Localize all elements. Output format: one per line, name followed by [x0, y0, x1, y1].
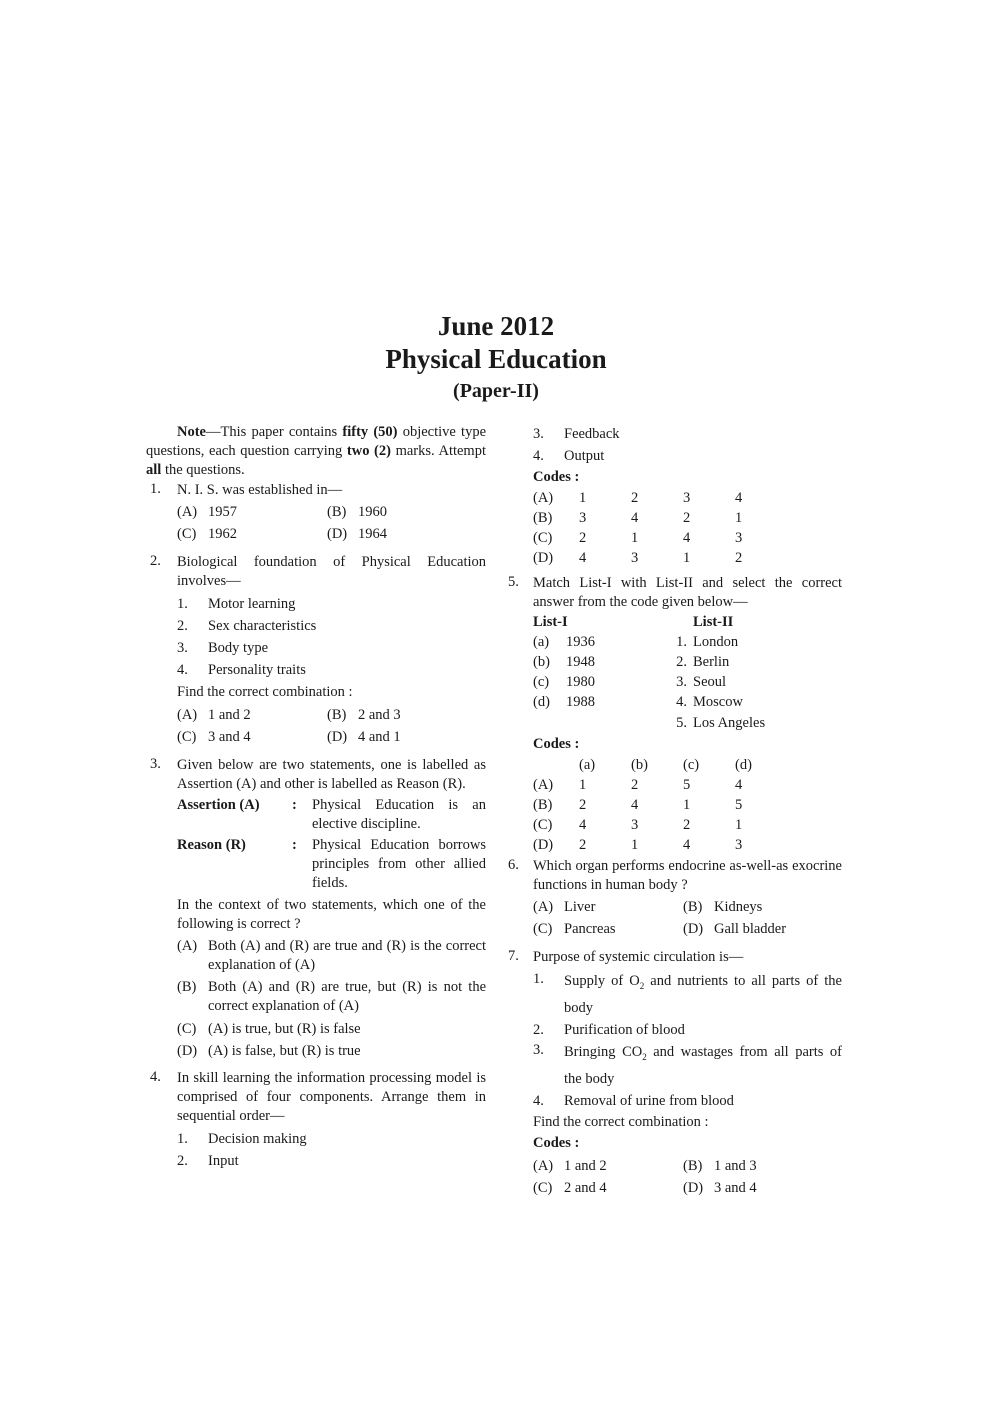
item-text: Motor learning: [208, 596, 296, 612]
code-option-b[interactable]: (B): [533, 797, 553, 813]
code-cell: 3: [631, 550, 639, 566]
option-text: Pancreas: [564, 921, 616, 937]
option-text: 1960: [358, 504, 387, 520]
option-label: (B): [327, 707, 347, 723]
code-cell: 4: [579, 817, 587, 833]
question-text: Match List-I with List-II and select the correct answer from the code given below—: [533, 575, 842, 610]
question-3: [146, 756, 486, 1061]
code-head: (c): [683, 757, 700, 773]
note-label: Note: [177, 424, 206, 440]
option-text: 1964: [358, 526, 387, 542]
option-text: Gall bladder: [714, 921, 787, 937]
option-label: (A): [533, 1157, 554, 1174]
assertion-label: Assertion (A): [177, 797, 260, 813]
option-label: (A): [177, 938, 198, 954]
option-text: (A) is true, but (R) is false: [208, 1021, 361, 1037]
option-text: (A) is false, but (R) is true: [208, 1043, 361, 1059]
item-number: 1.: [533, 971, 544, 987]
option-d[interactable]: [683, 918, 842, 940]
list-item: [533, 1019, 842, 1041]
question-number: 6.: [508, 857, 519, 873]
option-text: 2 and 4: [564, 1179, 607, 1196]
option-label: (C): [533, 1179, 553, 1196]
code-option-b[interactable]: (B): [533, 510, 553, 526]
code-cell: 1: [683, 797, 691, 813]
code-cell: 3: [631, 817, 639, 833]
question-text: N. I. S. was established in—: [177, 482, 343, 498]
question-text: In skill learning the information processing model is comprised of four components. Arrange them in sequential order—: [177, 1070, 486, 1124]
list-item: [533, 970, 842, 1019]
subject-title: Physical Education: [385, 344, 607, 374]
option-text: 1 and 2: [208, 707, 251, 723]
item-number: 2.: [177, 1153, 188, 1169]
option-label: (D): [177, 1043, 198, 1059]
question-text: Purpose of systemic circulation is—: [533, 949, 744, 965]
option-label: (C): [177, 729, 197, 745]
option-c[interactable]: [177, 1020, 486, 1039]
question-number: 5.: [508, 574, 519, 590]
question-number: 1.: [150, 481, 161, 497]
list2-item: [667, 632, 842, 652]
option-label: (D): [683, 1179, 704, 1196]
option-label: (D): [683, 921, 704, 937]
code-cell: 1: [579, 490, 587, 506]
list2-heading: List-II: [693, 614, 734, 630]
component-list: [177, 1128, 486, 1172]
reason-label: Reason (R): [177, 837, 246, 853]
item-text: Input: [208, 1153, 239, 1169]
option-b[interactable]: [327, 501, 486, 523]
list1-heading: List-I: [533, 614, 568, 630]
item-text-part: and nutrients to all parts of the body: [564, 973, 842, 1016]
item-number: 4.: [177, 662, 188, 678]
code-cell: 3: [735, 837, 743, 853]
question-text: Given below are two statements, one is labelled as Assertion (A) and other is labelled as Reason (R).: [177, 757, 486, 792]
item-text: Feedback: [564, 426, 620, 442]
option-d[interactable]: [683, 1177, 842, 1199]
item-text-part: Supply of O: [564, 973, 640, 989]
code-option-d[interactable]: (D): [533, 550, 554, 566]
list2-item: [667, 712, 842, 734]
assertion-row: [177, 796, 486, 834]
item-text: 1936: [566, 634, 595, 650]
option-label: (D): [327, 526, 348, 542]
options: [177, 704, 486, 748]
note-all: all: [146, 462, 162, 478]
page-header: [0, 310, 992, 406]
option-d[interactable]: [177, 1042, 486, 1061]
option-c[interactable]: [533, 918, 683, 940]
options: [533, 896, 842, 940]
option-a[interactable]: [533, 1155, 683, 1177]
item-text: Body type: [208, 640, 269, 656]
list-item: [177, 659, 486, 681]
option-label: (A): [177, 504, 198, 520]
item-number: 2.: [533, 1021, 544, 1038]
item-text: Los Angeles: [693, 715, 766, 731]
match-lists: [533, 612, 842, 734]
code-cell: 2: [683, 510, 691, 526]
code-cell: 2: [631, 490, 639, 506]
code-option-c[interactable]: (C): [533, 817, 553, 833]
item-number: 4.: [676, 694, 687, 710]
item-number: 1.: [676, 634, 687, 650]
list-item: [177, 637, 486, 659]
code-cell: 3: [683, 490, 691, 506]
code-cell: 3: [579, 510, 587, 526]
question-number: 3.: [150, 756, 161, 772]
right-column: [508, 423, 842, 1199]
option-label: (C): [177, 526, 197, 542]
subscript: 2: [642, 1051, 647, 1062]
list-item: [533, 423, 842, 445]
list-item: [533, 1090, 842, 1112]
codes-table: [533, 488, 842, 568]
codes-label: Codes :: [533, 736, 580, 752]
option-d[interactable]: [327, 523, 486, 545]
question-5: [508, 574, 842, 855]
item-number: 3.: [533, 426, 544, 442]
question-4: [146, 1069, 486, 1172]
find-instruction: Find the correct combination :: [177, 684, 353, 700]
code-cell: 1: [631, 530, 639, 546]
item-text: Decision making: [208, 1131, 307, 1147]
code-head: (d): [735, 757, 752, 773]
code-cell: 2: [579, 530, 587, 546]
left-column: [146, 423, 486, 1172]
item-text: Personality traits: [208, 662, 306, 678]
item-number: 4.: [533, 448, 544, 464]
option-text: 2 and 3: [358, 707, 401, 723]
note-text-4: the questions.: [161, 462, 245, 478]
question-text: Which organ performs endocrine as-well-as exocrine functions in human body ?: [533, 858, 842, 893]
code-head: (b): [631, 757, 648, 773]
item-label: (d): [533, 694, 550, 710]
item-number: 5.: [676, 715, 687, 731]
code-cell: 5: [683, 777, 691, 793]
option-c[interactable]: [177, 523, 327, 545]
assertion-colon: :: [292, 797, 297, 813]
list2-item: [667, 692, 842, 712]
option-text: 1 and 2: [564, 1157, 607, 1174]
reason-colon: :: [292, 837, 297, 853]
list-item: [177, 1150, 486, 1172]
item-text-part: Bringing CO: [564, 1043, 643, 1060]
code-option-d[interactable]: (D): [533, 837, 554, 853]
list2-item: [667, 672, 842, 692]
option-text: Kidneys: [714, 899, 763, 915]
option-a[interactable]: [177, 704, 327, 726]
code-cell: 1: [735, 510, 743, 526]
question-1: [146, 481, 486, 545]
note-text-3: marks. Attempt: [390, 443, 486, 459]
instructions-note: [146, 423, 486, 480]
code-cell: 2: [579, 797, 587, 813]
question-2: [146, 553, 486, 748]
list-item: [533, 1041, 842, 1090]
note-text-1: —This paper contains: [206, 424, 343, 440]
code-cell: 4: [631, 797, 639, 813]
option-label: (B): [683, 1157, 703, 1174]
item-text: Removal of urine from blood: [564, 1092, 734, 1109]
option-text: 1 and 3: [714, 1157, 757, 1174]
code-head: (a): [579, 757, 596, 773]
code-cell: 1: [631, 837, 639, 853]
question-7: [508, 948, 842, 1199]
list-item: [177, 615, 486, 637]
option-text: 3 and 4: [208, 729, 251, 745]
code-option-c[interactable]: (C): [533, 530, 553, 546]
code-cell: 4: [735, 777, 743, 793]
paper-title: (Paper-II): [453, 380, 539, 402]
code-cell: 5: [735, 797, 743, 813]
code-cell: 1: [735, 817, 743, 833]
code-cell: 4: [631, 510, 639, 526]
option-label: (B): [327, 504, 347, 520]
item-number: 4.: [533, 1092, 544, 1109]
options: [533, 1155, 842, 1199]
option-a[interactable]: [533, 896, 683, 918]
code-cell: 4: [735, 490, 743, 506]
item-text: Moscow: [693, 694, 743, 710]
option-b[interactable]: [683, 896, 842, 918]
exam-date-title: June 2012: [437, 311, 555, 341]
option-a[interactable]: [177, 937, 486, 975]
item-number: 2.: [177, 618, 188, 634]
option-text: 1957: [208, 504, 237, 520]
option-label: (A): [533, 899, 554, 915]
code-cell: 2: [683, 817, 691, 833]
code-cell: 1: [683, 550, 691, 566]
code-cell: 2: [631, 777, 639, 793]
subscript: 2: [639, 980, 645, 991]
option-text: Liver: [564, 899, 596, 915]
options: [177, 501, 486, 545]
item-text: Seoul: [693, 674, 727, 690]
option-text: 1962: [208, 526, 237, 542]
code-option-a[interactable]: (A): [533, 490, 554, 506]
item-number: 3.: [533, 1041, 544, 1058]
option-b[interactable]: [177, 978, 486, 1016]
item-number: 3.: [676, 674, 687, 690]
list-item: [177, 1128, 486, 1150]
item-label: (a): [533, 634, 550, 650]
item-text: [564, 1041, 842, 1090]
codes-label: Codes :: [533, 469, 580, 485]
item-text: London: [693, 634, 739, 650]
question-number: 7.: [508, 948, 519, 964]
code-cell: 4: [683, 530, 691, 546]
item-text: Purification of blood: [564, 1021, 685, 1038]
question-number: 4.: [150, 1069, 161, 1085]
list-item: [177, 593, 486, 615]
question-text: Biological foundation of Physical Education involves—: [177, 554, 486, 589]
find-instruction: Find the correct combination :: [533, 1113, 709, 1130]
reason-row: [177, 836, 486, 893]
option-text: Both (A) and (R) are true, but (R) is not the correct explanation of (A): [208, 979, 486, 1014]
code-cell: 2: [579, 837, 587, 853]
question-6: [508, 857, 842, 940]
item-text: 1980: [566, 674, 595, 690]
option-text: Both (A) and (R) are true and (R) is the correct explanation of (A): [208, 938, 486, 973]
option-a[interactable]: [177, 501, 327, 523]
item-number: 2.: [676, 654, 687, 670]
option-label: (A): [177, 707, 198, 723]
assertion-text: Physical Education is an elective discipline.: [312, 797, 486, 832]
code-cell: 4: [579, 550, 587, 566]
note-text-2: objective type questions, each question carrying: [146, 424, 487, 459]
item-text: Output: [564, 448, 605, 464]
question-4-continued: [508, 423, 842, 568]
option-b[interactable]: [327, 704, 486, 726]
item-number: 1.: [177, 1131, 188, 1147]
item-text: 1988: [566, 694, 595, 710]
item-text: Sex characteristics: [208, 618, 317, 634]
note-fifty: fifty (50): [342, 424, 398, 440]
code-cell: 4: [683, 837, 691, 853]
code-cell: 2: [735, 550, 743, 566]
item-label: (b): [533, 654, 550, 670]
item-number: 3.: [177, 640, 188, 656]
item-number: 1.: [177, 596, 188, 612]
item-text: [564, 970, 842, 1019]
option-c[interactable]: [533, 1177, 683, 1199]
question-number: 2.: [150, 553, 161, 569]
option-label: (D): [327, 729, 348, 745]
codes-table: [533, 755, 842, 855]
option-text: 4 and 1: [358, 729, 401, 745]
option-b[interactable]: [683, 1155, 842, 1177]
statement-list: [177, 593, 486, 681]
list-item: [533, 445, 842, 467]
option-c[interactable]: [177, 726, 327, 748]
option-d[interactable]: [327, 726, 486, 748]
code-option-a[interactable]: (A): [533, 777, 554, 793]
item-text: Berlin: [693, 654, 730, 670]
note-two: two (2): [346, 443, 391, 459]
code-cell: 3: [735, 530, 743, 546]
option-label: (B): [177, 979, 197, 995]
reason-text: Physical Education borrows principles from other allied fields.: [312, 837, 486, 891]
item-text: 1948: [566, 654, 595, 670]
item-label: (c): [533, 674, 550, 690]
list2-item: [667, 652, 842, 672]
code-cell: 1: [579, 777, 587, 793]
option-label: (C): [177, 1021, 197, 1037]
context-question: In the context of two statements, which one of the following is correct ?: [177, 897, 486, 932]
option-label: (B): [683, 899, 703, 915]
option-text: 3 and 4: [714, 1179, 757, 1196]
codes-label: Codes :: [533, 1134, 580, 1151]
option-label: (C): [533, 921, 553, 937]
item-text-part: and wastages from all parts of the body: [564, 1043, 842, 1087]
